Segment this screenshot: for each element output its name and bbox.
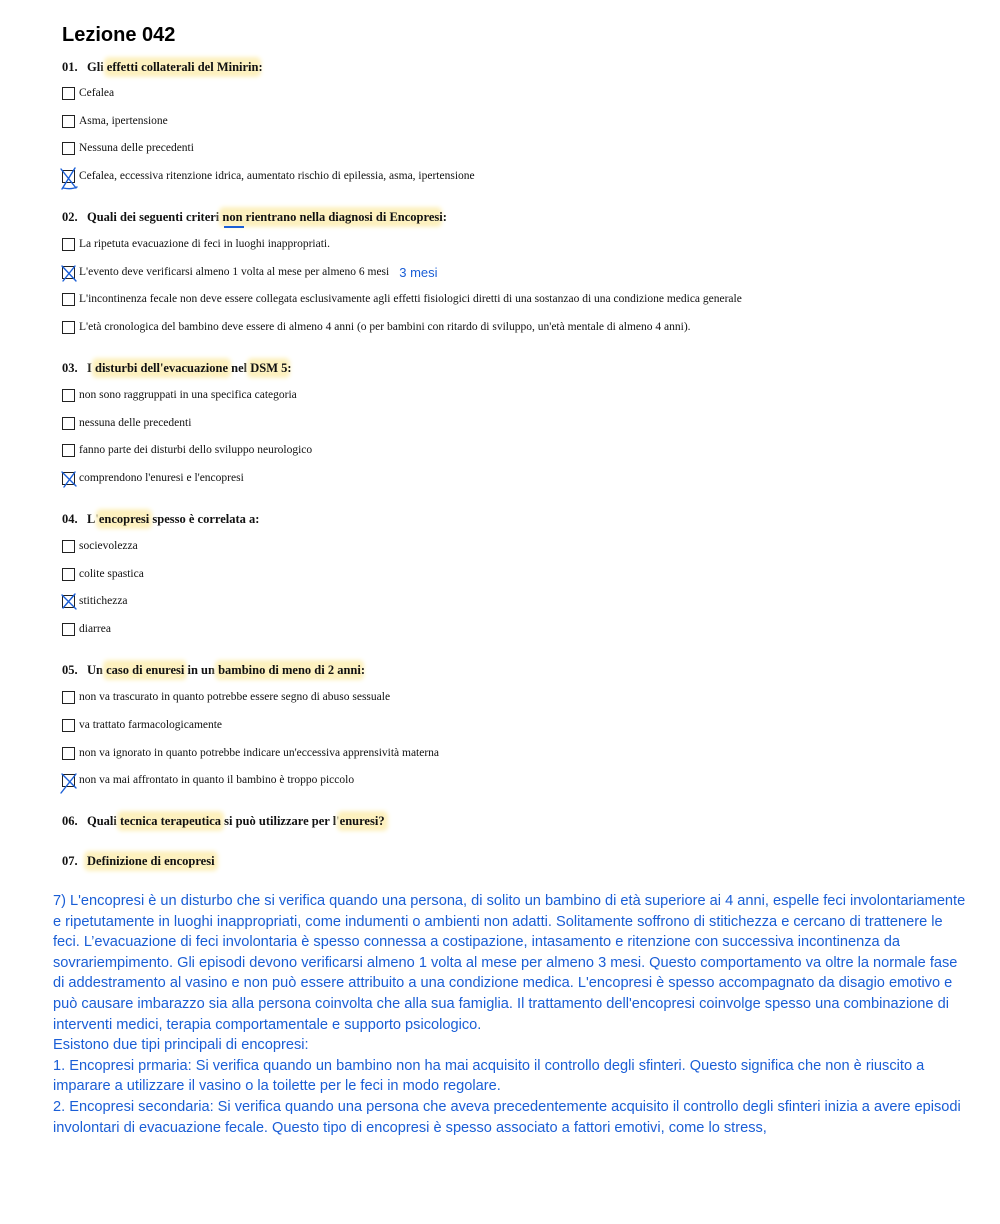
checkbox-checked[interactable] bbox=[62, 170, 75, 183]
question-number: 02. bbox=[62, 210, 78, 224]
option-label: va trattato farmacologicamente bbox=[79, 719, 223, 731]
option-row[interactable] bbox=[62, 140, 194, 156]
option-row[interactable] bbox=[62, 593, 128, 609]
option-row[interactable] bbox=[62, 538, 138, 554]
option-label: non sono raggruppati in una specifica categoria bbox=[79, 389, 297, 401]
question-text: L' bbox=[87, 512, 99, 526]
checkbox[interactable] bbox=[62, 417, 75, 430]
question-06 bbox=[62, 814, 385, 829]
checkbox[interactable] bbox=[62, 719, 75, 732]
option-row[interactable] bbox=[62, 689, 390, 705]
answer-paragraph: 1. Encopresi prmaria: Si verifica quando un bambino non ha mai acquisito il controllo degli sfinteri. Questo significa che non è riuscito a imparare a utilizzare il vasino o la toilette per le feci in modo regolare. bbox=[53, 1057, 925, 1095]
checkbox[interactable] bbox=[62, 293, 75, 306]
handwritten-x-mark-icon bbox=[60, 168, 80, 190]
option-row[interactable] bbox=[62, 442, 312, 458]
option-row[interactable] bbox=[62, 113, 168, 129]
question-text: : bbox=[258, 60, 263, 74]
option-label: L'età cronologica del bambino deve essere di almeno 4 anni (o per bambini con ritardo di sviluppo, un'età mentale di almeno 4 anni). bbox=[79, 321, 691, 333]
checkbox[interactable] bbox=[62, 444, 75, 457]
checkbox-checked[interactable] bbox=[62, 774, 75, 787]
highlighted-text: disturbi dell'evacuazione bbox=[95, 361, 228, 375]
answer-paragraph: 7) L'encopresi è un disturbo che si verifica quando una persona, di solito un bambino di età superiore ai 4 anni, espelle feci involontariamente e ripetutamente in luoghi inappropriati, come indumenti o ambienti non adatti. Solitamente soffrono di stitichezza e cercano di trattenere le feci. L’evacuazione di feci involontaria è spesso connessa a costipazione, intasamento e ritenzione con successiva incontinenza da sovrariempimento. Gli episodi devono verificarsi almeno 1 volta al mese per almeno 3 mesi. Questo comportamento va oltre la normale fase di addestramento al vasino e non può essere attribuito a una condizione medica. L'encopresi è spesso accompagnato da disagio emotivo e può causare imbarazzo sia alla persona coinvolta che alla sua famiglia. Il trattamento dell'encopresi coinvolge spesso una combinazione di interventi medici, terapia comportamentale e supporto psicologico. bbox=[53, 893, 966, 1033]
checkbox[interactable] bbox=[62, 568, 75, 581]
checkbox-checked[interactable] bbox=[62, 472, 75, 485]
highlighted-text: non rientrano nella diagnosi di Encopres bbox=[222, 210, 440, 224]
question-number: 01. bbox=[62, 60, 78, 74]
highlighted-text: caso di enuresi bbox=[106, 663, 185, 677]
option-row[interactable] bbox=[62, 387, 297, 403]
option-label: Asma, ipertensione bbox=[79, 115, 168, 127]
handwritten-note: 3 mesi bbox=[399, 264, 438, 280]
question-text: Gli bbox=[87, 60, 107, 74]
question-03 bbox=[62, 361, 292, 376]
option-row[interactable] bbox=[62, 168, 475, 184]
option-label: Cefalea, eccessiva ritenzione idrica, aumentato rischio di epilessia, asma, ipertensione bbox=[79, 170, 475, 182]
question-01 bbox=[62, 60, 263, 75]
question-number: 05. bbox=[62, 663, 78, 677]
option-label: fanno parte dei disturbi dello sviluppo neurologico bbox=[79, 444, 313, 456]
question-text: Quali dei seguenti criteri bbox=[87, 210, 223, 224]
question-02 bbox=[62, 210, 447, 225]
highlighted-text: encopresi bbox=[98, 512, 150, 526]
option-label: L'incontinenza fecale non deve essere collegata esclusivamente agli effetti fisiologici diretti di una sostanzao di una condizione medica generale bbox=[79, 293, 742, 305]
handwritten-x-mark-icon bbox=[60, 772, 82, 794]
question-text: spesso è correlata a: bbox=[149, 512, 260, 526]
question-05 bbox=[62, 663, 365, 678]
question-07 bbox=[62, 854, 215, 869]
option-row[interactable] bbox=[62, 319, 691, 335]
highlighted-text: bambino di meno di 2 anni bbox=[218, 663, 361, 677]
option-row[interactable] bbox=[62, 291, 742, 307]
option-row[interactable] bbox=[62, 772, 354, 788]
handwritten-x-mark-icon bbox=[60, 470, 80, 490]
question-number: 06. bbox=[62, 814, 78, 828]
question-text: si può utilizzare per l' bbox=[221, 814, 340, 828]
checkbox[interactable] bbox=[62, 691, 75, 704]
option-row[interactable] bbox=[62, 470, 244, 486]
checkbox[interactable] bbox=[62, 238, 75, 251]
question-04 bbox=[62, 512, 259, 527]
option-label: nessuna delle precedenti bbox=[79, 417, 192, 429]
highlighted-text: tecnica terapeutica bbox=[120, 814, 222, 828]
option-row[interactable] bbox=[62, 566, 144, 582]
handwritten-underline bbox=[224, 226, 244, 228]
question-text: nel bbox=[228, 361, 251, 375]
checkbox-checked[interactable] bbox=[62, 595, 75, 608]
option-label: L'evento deve verificarsi almeno 1 volta al mese per almeno 6 mesi bbox=[79, 266, 390, 278]
option-label: Cefalea bbox=[79, 87, 115, 99]
option-label: socievolezza bbox=[79, 540, 138, 552]
question-text: I bbox=[87, 361, 95, 375]
answer-paragraph: Esistono due tipi principali di encopresi: bbox=[53, 1037, 309, 1054]
option-row[interactable] bbox=[62, 717, 222, 733]
checkbox[interactable] bbox=[62, 540, 75, 553]
answer-text-block bbox=[53, 891, 968, 1138]
checkbox[interactable] bbox=[62, 115, 75, 128]
checkbox[interactable] bbox=[62, 142, 75, 155]
question-text: Quali bbox=[87, 814, 120, 828]
handwritten-x-mark-icon bbox=[60, 264, 80, 284]
option-label: non va trascurato in quanto potrebbe essere segno di abuso sessuale bbox=[79, 691, 391, 703]
option-label: diarrea bbox=[79, 623, 111, 635]
option-label: non va mai affrontato in quanto il bambino è troppo piccolo bbox=[79, 774, 355, 786]
option-row[interactable] bbox=[62, 264, 438, 280]
checkbox[interactable] bbox=[62, 747, 75, 760]
question-text: in un bbox=[184, 663, 219, 677]
checkbox[interactable] bbox=[62, 321, 75, 334]
question-text: Un bbox=[87, 663, 107, 677]
highlighted-text: enuresi? bbox=[339, 814, 385, 828]
option-label: stitichezza bbox=[79, 595, 128, 607]
question-number: 03. bbox=[62, 361, 78, 375]
question-text: i: bbox=[439, 210, 447, 224]
highlighted-text: DSM 5 bbox=[250, 361, 288, 375]
checkbox[interactable] bbox=[62, 87, 75, 100]
checkbox-checked[interactable] bbox=[62, 266, 75, 279]
option-label: colite spastica bbox=[79, 568, 144, 580]
question-text: : bbox=[360, 663, 366, 677]
checkbox[interactable] bbox=[62, 623, 75, 636]
option-label: comprendono l'enuresi e l'encopresi bbox=[79, 472, 244, 484]
handwritten-x-mark-icon bbox=[60, 593, 80, 613]
answer-paragraph: 2. Encopresi secondaria: Si verifica quando una persona che aveva precedentemente acquisito il controllo degli sfinteri inizia a avere episodi involontari di evacuazione fecale. Questo tipo di encopresi è spesso associato a fattori emotivi, come lo stress, bbox=[53, 1098, 961, 1136]
checkbox[interactable] bbox=[62, 389, 75, 402]
option-label: Nessuna delle precedenti bbox=[79, 142, 194, 154]
question-text: : bbox=[287, 361, 292, 375]
question-number: 04. bbox=[62, 512, 78, 526]
option-row[interactable] bbox=[62, 745, 439, 761]
lesson-title: Lezione 042 bbox=[62, 24, 176, 46]
highlighted-text: Definizione di encopresi bbox=[87, 854, 215, 868]
option-label: La ripetuta evacuazione di feci in luoghi inappropriati. bbox=[79, 238, 330, 250]
option-row[interactable] bbox=[62, 236, 330, 252]
option-label: non va ignorato in quanto potrebbe indicare un'eccessiva apprensività materna bbox=[79, 747, 440, 759]
option-row[interactable] bbox=[62, 415, 191, 431]
highlighted-text: effetti collaterali del Minirin bbox=[106, 60, 259, 74]
question-number: 07. bbox=[62, 854, 78, 868]
option-row[interactable] bbox=[62, 621, 111, 637]
option-row[interactable] bbox=[62, 85, 114, 101]
